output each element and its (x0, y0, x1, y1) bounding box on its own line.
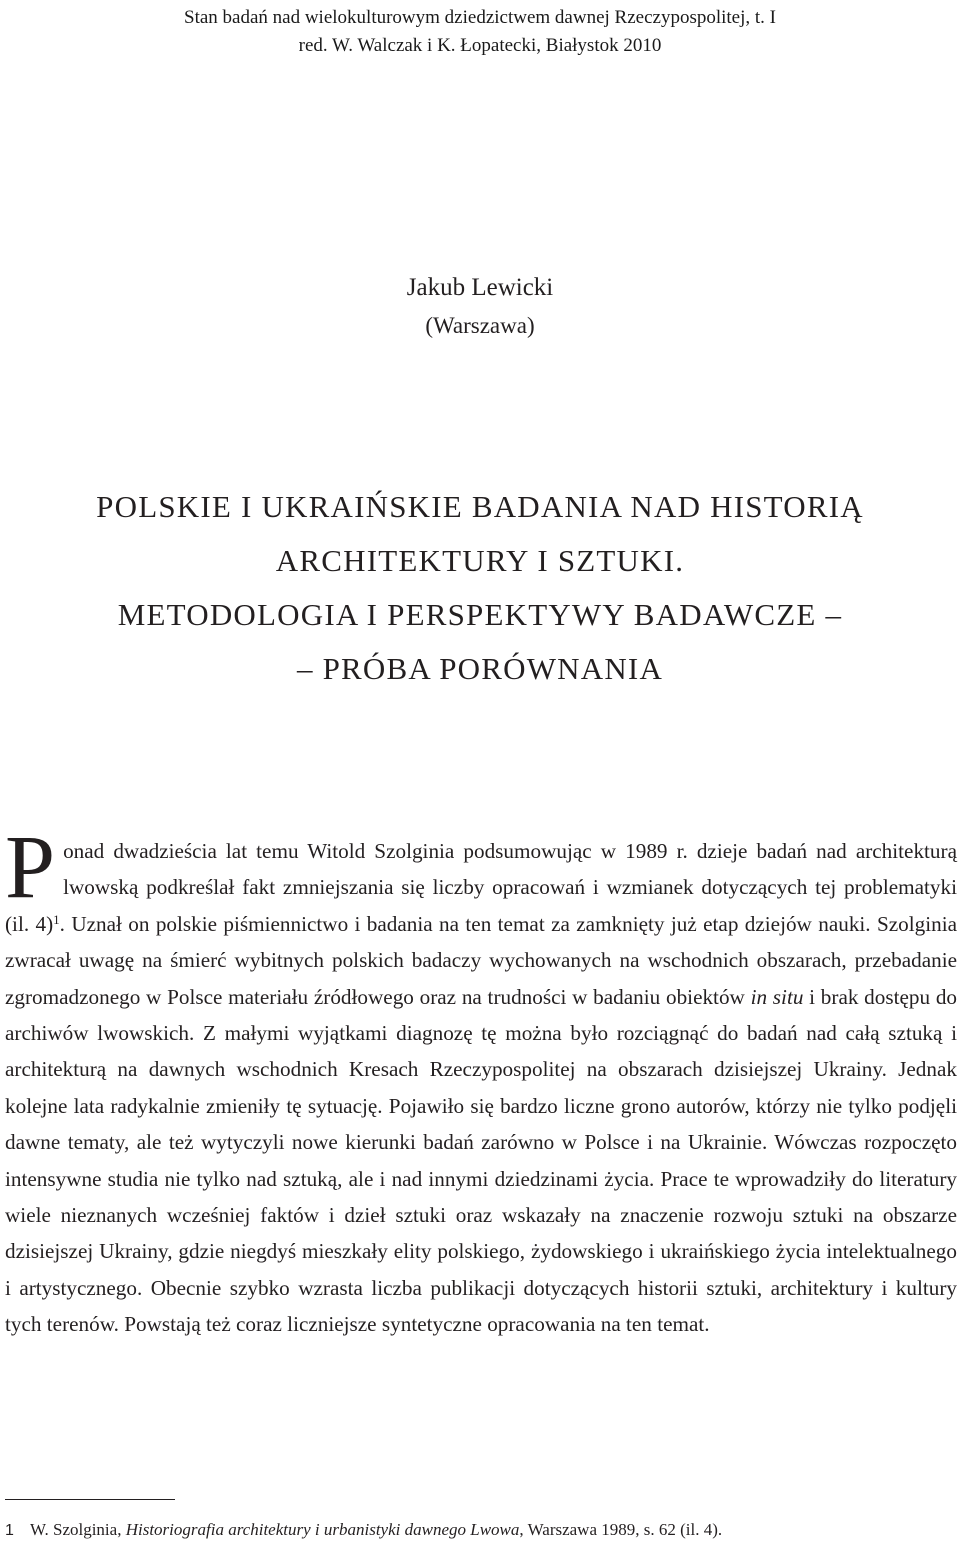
footnote-book-title: Historiografia architektury i urbanistyki dawnego Lwowa (125, 1520, 520, 1539)
title-line-4: – PRÓBA PORÓWNANIA (296, 651, 664, 686)
body-text-part-2: . Uznał on polskie piśmiennictwo i badania na ten temat za zamknięty już etap dziejów nauki. Szolginia zwracał uwagę na śmierć wybitnych polskich badaczy wychowanych na wschodnich obszarach, przebadanie zgromadzonego w Polsce materiału źródłowego oraz na trudności w badaniu obiektów (5, 911, 957, 1009)
body-text-part-1: onad dwadzieścia lat temu Witold Szolginia podsumowując w 1989 r. dzieje badań nad architekturą lwowską podkreślał fakt zmniejszania się liczby opracowań i wzmianek dotyczących tej problematyki (il. 4) (5, 839, 957, 936)
title-line-1: POLSKIE I UKRAIŃSKIE BADANIA NAD HISTORIĄ (96, 489, 864, 524)
header-line-2: red. W. Walczak i K. Łopatecki, Białystok 2010 (298, 35, 662, 56)
footnote-text-after: , Warszawa 1989, s. 62 (il. 4). (519, 1520, 723, 1539)
body-text-italic: in situ (750, 984, 804, 1009)
title-line-3: METODOLOGIA I PERSPEKTYWY BADAWCZE – (117, 597, 843, 632)
footnote (5, 1518, 945, 1543)
footnote-separator (5, 1499, 175, 1500)
author-affiliation: (Warszawa) (425, 313, 535, 338)
drop-cap: P (5, 818, 56, 917)
footnote-text-before: W. Szolginia, (30, 1520, 126, 1539)
body-text-part-3: i brak dostępu do archiwów lwowskich. Z małymi wyjątkami diagnozę tę można było rozciągnąć do badań nad całą sztuką i architekturą na dawnych wschodnich Kresach Rzeczypospolitej na obszarach dzisiejszej Ukrainy. Jednak kolejne lata radykalnie zmieniły tę sytuację. Pojawiło się bardzo liczne grono autorów, którzy nie tylko podjęli dawne tematy, ale też wytyczyli nowe kierunki badań zarówno w Polsce i na Ukrainie. Wówczas rozpoczęto intensywne studia nie tylko nad sztuką, ale i nad innymi dziedzinami życia. Prace te wprowadziły do literatury wiele nieznanych wcześniej faktów i dzieł sztuki oraz wskazały na znaczenie rozwoju sztuki na obszarze dzisiejszej Ukrainy, gdzie niegdyś mieszkały elity polskiego, żydowskiego i ukraińskiego życia intelektualnego i artystycznego. Obecnie szybko wzrasta liczba publikacji dotyczących historii sztuki, architektury i kultury tych terenów. Powstają też coraz liczniejsze syntetyczne opracowania na ten temat. (5, 984, 958, 1337)
author-name: Jakub Lewicki (406, 274, 554, 301)
title-line-2: ARCHITEKTURY I SZTUKI. (275, 543, 685, 578)
body-paragraph (5, 818, 958, 1343)
running-header (120, 4, 840, 60)
footnote-number: 1 (5, 1522, 14, 1539)
header-line-1: Stan badań nad wielokulturowym dziedzictwem dawnej Rzeczypospolitej, t. I (184, 7, 776, 28)
footnote-reference[interactable]: 1 (53, 911, 60, 927)
article-title (0, 480, 960, 696)
